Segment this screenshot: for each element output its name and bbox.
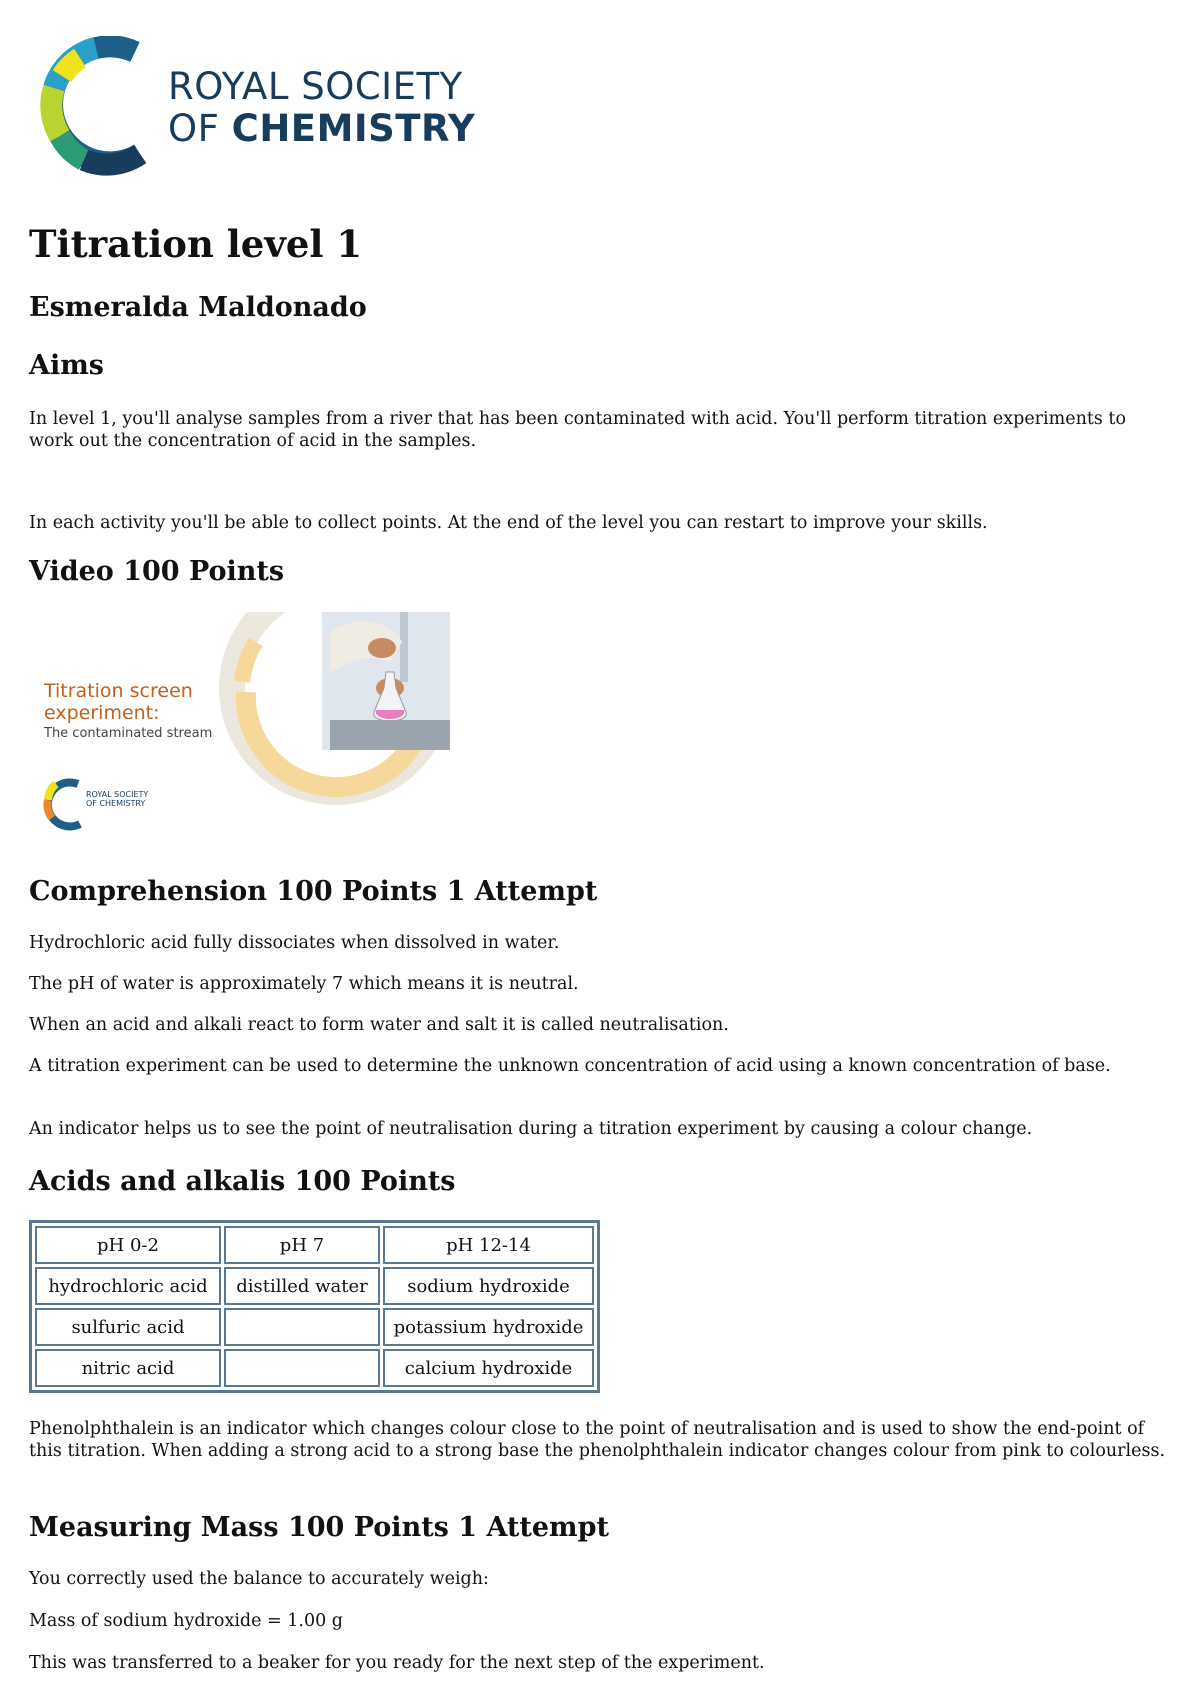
logo-line-2-bold: CHEMISTRY <box>231 107 476 150</box>
video-thumb-title-line-1: Titration screen <box>44 680 193 702</box>
ph-table-cell: hydrochloric acid <box>35 1267 221 1305</box>
video-thumb-logo-line-1: ROYAL SOCIETY <box>86 790 149 799</box>
logo-line-2 <box>168 108 475 150</box>
ph-table-header: pH 0-2 <box>35 1226 221 1264</box>
video-thumb-logo-line-2: OF CHEMISTRY <box>86 799 146 808</box>
logo-line-1: ROYAL SOCIETY <box>168 65 463 108</box>
aims-paragraph-1: In level 1, you'll analyse samples from a river that has been contaminated with acid. You'll perform titration experiments to work out the concentration of acid in the samples. <box>29 409 1127 451</box>
aims-heading: Aims <box>29 350 104 381</box>
video-thumb-title-line-2: experiment: <box>44 702 160 724</box>
ph-table-cell: sulfuric acid <box>35 1308 221 1346</box>
ph-table-row <box>35 1308 594 1346</box>
logo-line-2-prefix: OF <box>168 107 232 150</box>
ph-table-cell: calcium hydroxide <box>383 1349 594 1387</box>
rsc-logo-icon <box>40 36 160 176</box>
ph-table-header-row <box>35 1226 594 1264</box>
ph-table-cell: sodium hydroxide <box>383 1267 594 1305</box>
ph-table-cell: nitric acid <box>35 1349 221 1387</box>
student-name: Esmeralda Maldonado <box>29 292 367 323</box>
phenolphthalein-note: Phenolphthalein is an indicator which changes colour close to the point of neutralisation and is used to show the end-point of this titration. When adding a strong acid to a strong base the phenolphthalein indicator changes colour from pink to colourless. <box>29 1419 1166 1461</box>
rsc-logo-text <box>168 66 475 150</box>
video-thumb-logo-text <box>86 790 148 808</box>
ph-table-cell: distilled water <box>224 1267 380 1305</box>
mass-heading: Measuring Mass 100 Points 1 Attempt <box>29 1512 609 1543</box>
video-thumb-subtitle: The contaminated stream <box>44 726 213 741</box>
comprehension-item-3: When an acid and alkali react to form water and salt it is called neutralisation. <box>29 1015 729 1035</box>
comprehension-heading: Comprehension 100 Points 1 Attempt <box>29 876 598 907</box>
mass-paragraph-2: Mass of sodium hydroxide = 1.00 g <box>29 1611 344 1631</box>
acids-heading: Acids and alkalis 100 Points <box>29 1166 456 1197</box>
video-thumb-logo-icon <box>42 774 86 834</box>
comprehension-item-2: The pH of water is approximately 7 which means it is neutral. <box>29 974 579 994</box>
ph-table-cell <box>224 1349 380 1387</box>
mass-paragraph-3: This was transferred to a beaker for you ready for the next step of the experiment. <box>29 1653 765 1673</box>
ph-table-row <box>35 1267 594 1305</box>
ph-table-row <box>35 1349 594 1387</box>
comprehension-item-5: An indicator helps us to see the point of neutralisation during a titration experiment by causing a colour change. <box>29 1119 1033 1139</box>
comprehension-item-4: A titration experiment can be used to determine the unknown concentration of acid using a known concentration of base. <box>29 1056 1111 1076</box>
ph-table-cell <box>224 1308 380 1346</box>
video-thumbnail[interactable] <box>30 612 450 852</box>
video-heading: Video 100 Points <box>29 556 285 587</box>
ph-table-header: pH 12-14 <box>383 1226 594 1264</box>
page-title: Titration level 1 <box>29 222 363 266</box>
rsc-logo <box>40 36 520 176</box>
aims-paragraph-2: In each activity you'll be able to collect points. At the end of the level you can restart to improve your skills. <box>29 513 988 533</box>
comprehension-item-1: Hydrochloric acid fully dissociates when dissolved in water. <box>29 933 560 953</box>
ph-table <box>29 1220 600 1393</box>
ph-table-header: pH 7 <box>224 1226 380 1264</box>
video-thumb-title <box>44 680 193 724</box>
mass-paragraph-1: You correctly used the balance to accurately weigh: <box>29 1569 489 1589</box>
ph-table-cell: potassium hydroxide <box>383 1308 594 1346</box>
